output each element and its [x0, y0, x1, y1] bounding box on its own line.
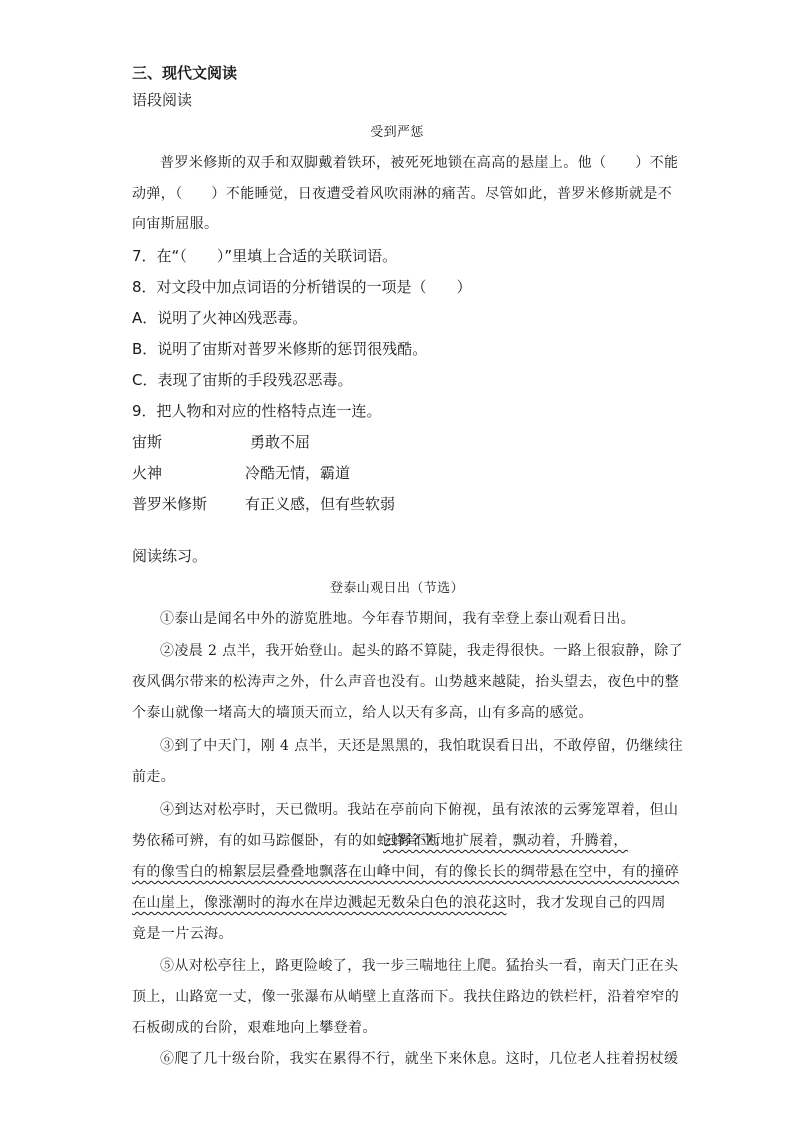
passage2-p2-line-3: 个泰山就像一堵高大的墙顶天而立，给人以天有多高，山有多高的感觉。: [132, 705, 593, 721]
passage1-line-3: 向宙斯屈服。: [132, 216, 219, 232]
match-name-3: 普罗米修斯: [132, 495, 208, 513]
passage2-p5-line-2: 顶上，山路宽一丈，像一张瀑布从峭壁上直落而下。我扶住路边的铁栏杆，沿着窄窄的: [132, 989, 680, 1005]
question-7: 7．在“（ ）”里填上合适的关联词语。: [132, 247, 398, 265]
question-8: 8．对文段中加点词语的分析错误的一项是（ ）: [132, 278, 472, 296]
passage2-p3-line-1: ③到了中天门，刚 4 点半，天还是黑黑的，我怕耽误看日出，不敢停留，仍继续往: [160, 738, 684, 754]
passage2-p4-line-5: 竟是一片云海。: [132, 926, 233, 942]
match-name-1: 宙斯: [132, 433, 163, 451]
passage2-p3-line-2: 前走。: [132, 769, 176, 785]
passage2-p4-line-2b-underlined: 云雾不断地扩展着，飘动着，升腾着，: [383, 833, 628, 849]
match-trait-1: 勇敢不屈: [250, 433, 311, 451]
passage1-line-2: 动弹，（ ）不能睡觉，日夜遭受着风吹雨淋的痛苦。尽管如此，普罗米修斯就是不: [132, 186, 673, 202]
passage2-p1: ①泰山是闻名中外的游览胜地。今年春节期间，我有幸登上泰山观看日出。: [160, 611, 636, 627]
section-title: 三、现代文阅读: [132, 64, 238, 82]
passage2-p4-line-3-underlined: 有的像雪白的棉絮层层叠叠地飘落在山峰中间，有的像长长的绸带悬在空中，有的撞碎: [132, 864, 680, 880]
match-trait-3: 有正义感，但有些软弱: [245, 495, 396, 513]
question-9: 9．把人物和对应的性格特点连一连。: [132, 402, 382, 420]
sub-heading: 语段阅读: [132, 91, 193, 109]
passage2-p6-line-1: ⑥爬了几十级台阶，我实在累得不行，就坐下来休息。这时，几位老人拄着拐杖缓: [160, 1051, 679, 1067]
passage2-p2-line-1: ②凌晨 2 点半，我开始登山。起头的路不算陡，我走得很快。一路上很寂静，除了: [160, 643, 684, 659]
match-name-2: 火神: [132, 464, 163, 482]
passage2-p5-line-1: ⑤从对松亭往上，路更险峻了，我一步三喘地往上爬。猛抬头一看，南天门正在头: [160, 958, 679, 974]
match-trait-2: 冷酷无情，霸道: [245, 464, 351, 482]
passage2-p4-line-2a: 势依稀可辨，有的如马踪偃卧，有的如蛇蜂耸立。: [132, 833, 449, 849]
passage2-p4-line-1: ④到达对松亭时，天已微明。我站在亭前向下俯视，虽有浓浓的云雾笼罩着，但山: [160, 802, 679, 818]
passage1-title: 受到严惩: [370, 125, 424, 140]
passage1-line-1: 普罗米修斯的双手和双脚戴着铁环，被死死地锁在高高的悬崖上。他（ ）不能: [160, 155, 679, 171]
passage2-p4-line-4a-underlined: 在山崖上，像涨潮时的海水在岸边溅起无数朵白色的浪花。: [132, 895, 507, 911]
passage2-title: 登泰山观日出（节选）: [329, 581, 464, 596]
passage2-p4-line-4b: 这时，我才发现自己的四周: [493, 895, 666, 911]
option-a: A．说明了火神凶残恶毒。: [132, 309, 308, 327]
option-b: B．说明了宙斯对普罗米修斯的惩罚很残酷。: [132, 340, 428, 358]
passage2-p5-line-3: 石板砌成的台阶，艰难地向上攀登着。: [132, 1020, 377, 1036]
reading-label: 阅读练习。: [132, 547, 208, 565]
passage2-p2-line-2: 夜风偶尔带来的松涛声之外，什么声音也没有。山势越来越陡，抬头望去，夜色中的整: [132, 674, 680, 690]
option-c: C．表现了宙斯的手段残忍恶毒。: [132, 371, 353, 389]
